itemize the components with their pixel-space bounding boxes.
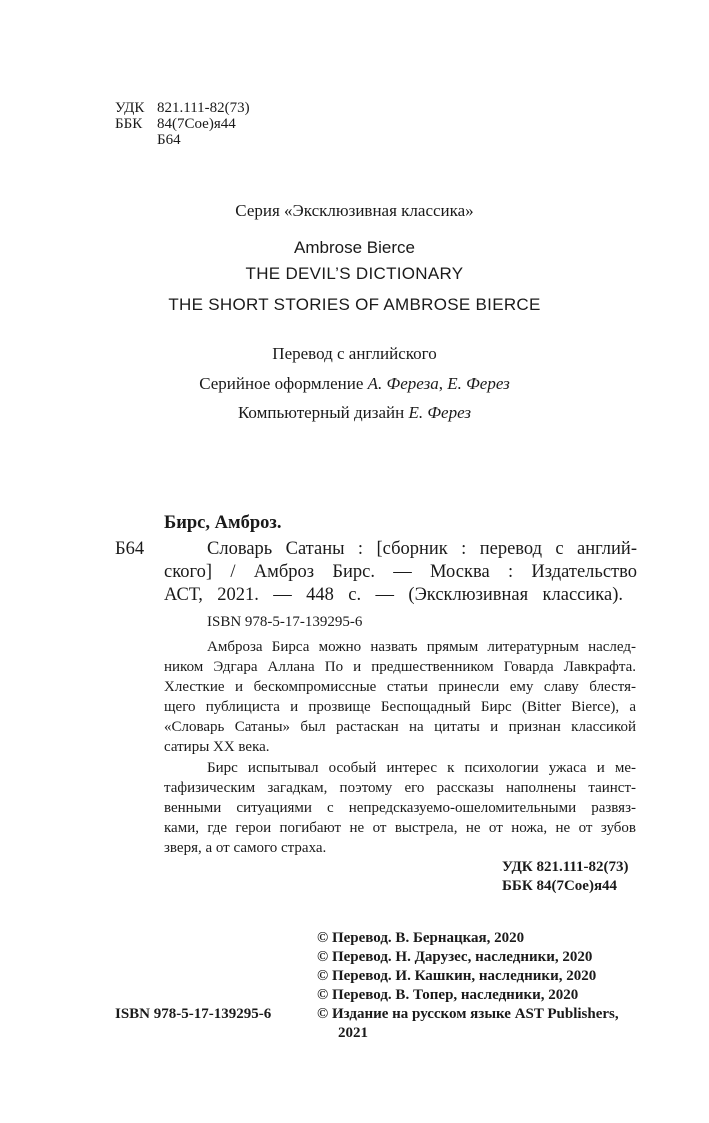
annotation-p1-line-4: щего публициста и прозвище Беспощадный Бирс (Bitter Bierce), а [164,699,636,715]
copyright-line-4: © Перевод. В. Топер, наследники, 2020 [317,987,579,1003]
bbk-code: ББК 84(7Сое)я44 [502,878,618,894]
isbn-footer: ISBN 978-5-17-139295-6 [115,1006,272,1022]
copyright-line-2: © Перевод. Н. Дарузес, наследники, 2020 [317,949,593,965]
annotation-p2-line-1: Бирс испытывал особый интерес к психологии ужаса и ме- [207,760,636,776]
catalog-isbn: ISBN 978-5-17-139295-6 [207,614,363,630]
series-title: Серия «Эксклюзивная классика» [235,201,474,220]
design-separator: , [438,374,448,393]
annotation-p2-line-5: зверя, а от самого страха. [164,840,327,856]
design-credit [0,374,709,394]
design-name-1: А. Фереза [367,374,439,393]
copyright-line-6: 2021 [338,1025,368,1041]
annotation-p2-line-2: тафизическим загадкам, поэтому его рассказы наполнены таинст- [164,780,636,796]
udk-code: УДК 821.111-82(73) [502,859,629,875]
copyright-line-5: © Издание на русском языке AST Publishers, [317,1006,619,1022]
annotation-p1-line-3: Хлесткие и бескомпромиссные статьи принесли ему славу блестя- [164,679,636,695]
original-title-2: THE SHORT STORIES OF AMBROSE BIERCE [168,295,541,314]
computer-design-credit [0,403,709,423]
original-author: Ambrose Bierce [294,238,415,257]
computer-design-label: Компьютерный дизайн [237,403,409,422]
annotation-p1-line-6: сатиры XX века. [164,739,270,755]
design-label: Серийное оформление [199,374,368,393]
udk-label: УДК [115,100,145,116]
design-name-2: Е. Ферез [447,374,510,393]
computer-design-name: Е. Ферез [408,403,472,422]
catalog-heading: Бирс, Амброз. [164,513,282,533]
original-title-1: THE DEVIL’S DICTIONARY [245,264,464,283]
catalog-line-3: АСТ, 2021. — 448 с. — (Эксклюзивная классика). [164,585,623,605]
catalog-line-2: ского] / Амброз Бирс. — Москва : Издательство [164,562,637,582]
copyright-line-3: © Перевод. И. Кашкин, наследники, 2020 [317,968,597,984]
udk-value: 821.111-82(73) [157,100,250,116]
catalog-line-1: Словарь Сатаны : [сборник : перевод с англий- [207,539,637,559]
annotation-p2-line-3: венными ситуациями с непредсказуемо-ошеломительными развяз- [164,800,636,816]
translation-credit: Перевод с английского [272,344,437,363]
annotation-p1-line-5: «Словарь Сатаны» был растаскан на цитаты и признан классикой [164,719,636,735]
bbk-label: ББК [115,116,143,132]
annotation-p2-line-4: ками, где герои погибают не от выстрела, не от ножа, не от зубов [164,820,636,836]
copyright-line-1: © Перевод. В. Бернацкая, 2020 [317,930,525,946]
catalog-mark: Б64 [115,539,145,559]
annotation-p1-line-1: Амброза Бирса можно назвать прямым литературным наслед- [207,639,636,655]
bbk-value: 84(7Сое)я44 [157,116,236,132]
annotation-p1-line-2: ником Эдгара Аллана По и предшественником Говарда Лавкрафта. [164,659,636,675]
author-mark: Б64 [157,132,181,148]
